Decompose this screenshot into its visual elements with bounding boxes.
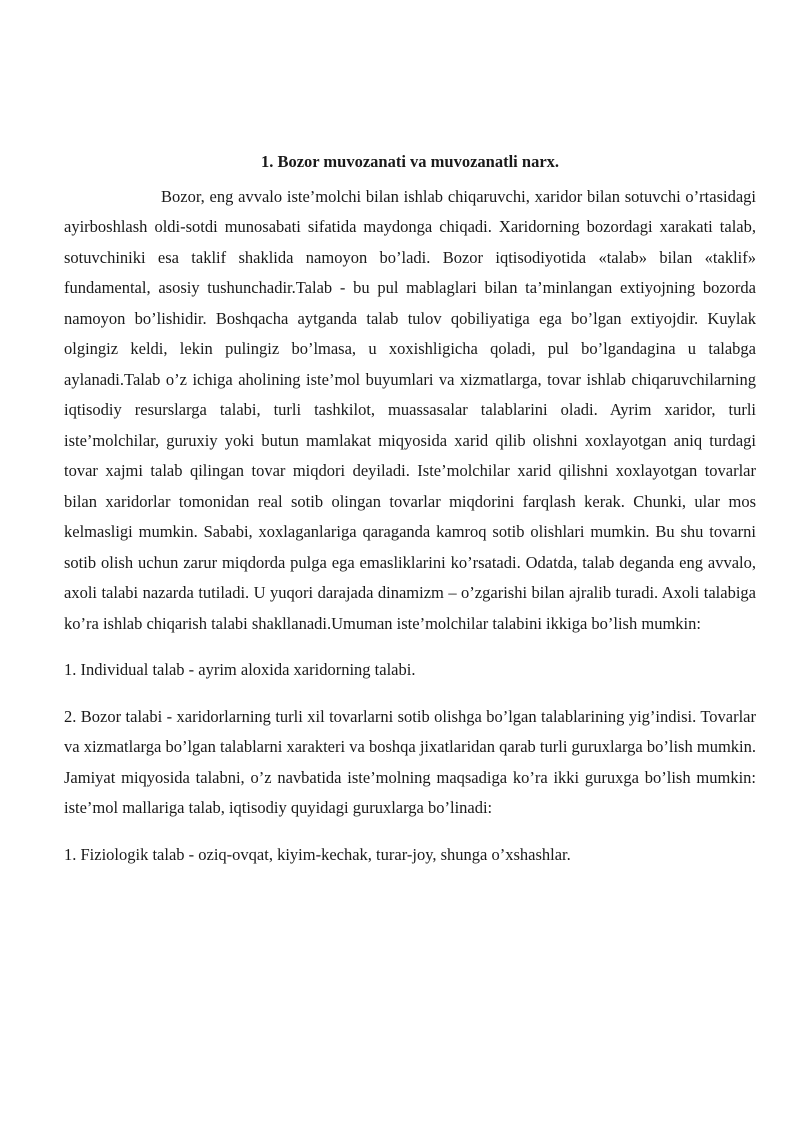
page-title: 1. Bozor muvozanati va muvozanatli narx.	[260, 152, 560, 171]
paragraph-individual-demand: 1. Individual talab - ayrim aloxida xaridorning talabi.	[64, 660, 416, 680]
document-page	[64, 140, 756, 870]
paragraph-physiological-demand: 1. Fiziologik talab - oziq-ovqat, kiyim-kechak, turar-joy, shunga o’xshashlar.	[64, 844, 571, 864]
paragraph-intro: Bozor, eng avvalo iste’molchi bilan ishlab chiqaruvchi, xaridor bilan sotuvchi o’rtasidagi ayirboshlash oldi-sotdi munosabati sifatida maydonga chiqadi. Xaridorning bozordagi xarakati talab, sotuvchiniki esa taklif shaklida namoyon bo’ladi. Bozor iqtisodiyotida «talab» bilan «taklif» fundamental, asosiy tushunchadir.Talab - bu pul mablaglari bilan ta’minlangan extiyojning bozorda namoyon bo’lishidir. Boshqacha aytganda talab tulov qobiliyatiga ega bo’lgan extiyojdir. Kuylak olgingiz keldi, lekin pulingiz bo’lmasa, u xoxishligicha qoladi, pul bo’lgandagina u talabga aylanadi.Talab o’z ichiga aholining iste’mol buyumlari va xizmatlarga, tovar ishlab chiqaruvchilarning iqtisodiy resurslarga talabi, turli tashkilot, muassasalar talablarini oladi. Ayrim xaridor, turli iste’molchilar, guruxiy yoki butun mamlakat miqyosida xarid qilib olishni xoxlayotgan aniq turdagi tovar xajmi talab qilingan tovar miqdori deyiladi. Iste’molchilar xarid qilishni xoxlayotgan tovarlar bilan xaridorlar tomonidan real sotib olingan tovarlar miqdorini farqlash kerak. Chunki, ular mos kelmasligi mumkin. Sababi, xoxlaganlariga qaraganda kamroq sotib olishlari mumkin. Bu shu tovarni sotib olish uchun zarur miqdorda pulga ega emasliklarini ko’rsatadi. Odatda, talab deganda eng avvalo, axoli talabi nazarda tutiladi. U yuqori darajada dinamizm – o’zgarishi bilan ajralib turadi. Axoli talabiga ko’ra ishlab chiqarish talabi shakllanadi.Umuman iste’molchilar talabini ikkiga bo’lish mumkin:	[64, 186, 756, 633]
paragraph-market-demand: 2. Bozor talabi - xaridorlarning turli xil tovarlarni sotib olishga bo’lgan talablarining yig’indisi. Tovarlar va xizmatlarga bo’lgan talablarni xarakteri va boshqa jixatlaridan qarab turli guruxlarga bo’lish mumkin. Jamiyat miqyosida talabni, o’z navbatida iste’molning maqsadiga ko’ra ikki guruxga bo’lish mumkin: iste’mol mallariga talab, iqtisodiy quyidagi guruxlarga bo’linadi:	[64, 706, 756, 818]
